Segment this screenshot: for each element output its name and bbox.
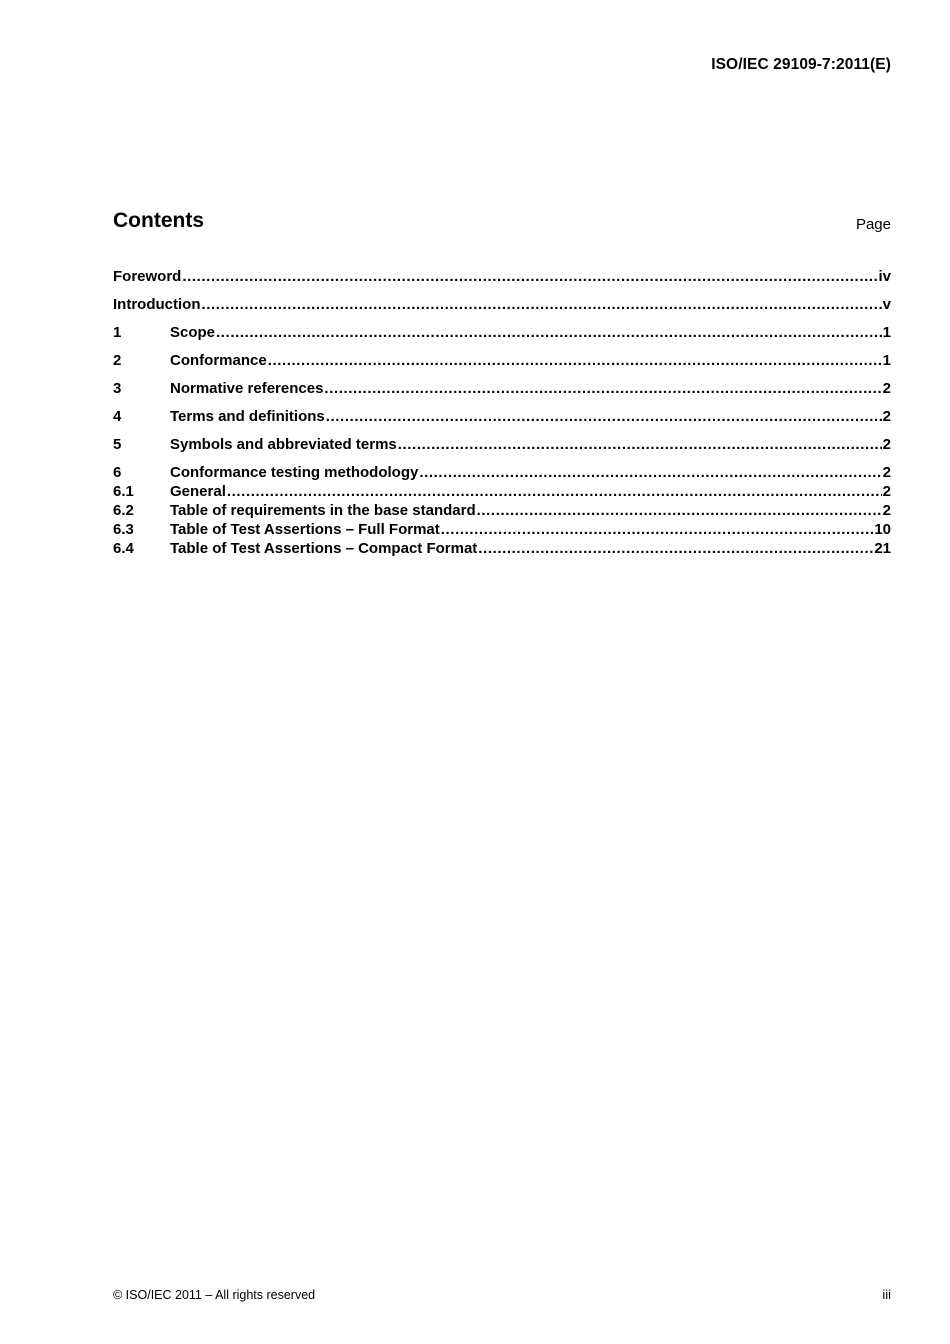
toc-entry-number: 6.4 (113, 540, 134, 557)
table-of-contents (113, 267, 891, 558)
dot-leader (324, 379, 881, 398)
toc-entry-page: 2 (882, 502, 891, 519)
toc-entry-title: Normative references (170, 380, 324, 397)
toc-entry-number: 3 (113, 380, 122, 397)
toc-entry-page: 2 (882, 436, 891, 453)
contents-heading: Contents (113, 209, 204, 232)
dot-leader (227, 482, 882, 501)
toc-entry-title: Symbols and abbreviated terms (170, 436, 397, 453)
toc-entry-number: 5 (113, 436, 122, 453)
toc-entry-title: Conformance (170, 352, 267, 369)
page-column-label: Page (855, 216, 891, 233)
toc-entry-number: 4 (113, 408, 122, 425)
toc-entry-scope[interactable] (113, 323, 891, 342)
dot-leader (268, 351, 882, 370)
toc-entry-general[interactable] (113, 482, 891, 501)
toc-entry-page: iv (878, 268, 891, 285)
toc-entry-number: 2 (113, 352, 122, 369)
toc-entry-table-of-requirements[interactable] (113, 501, 891, 520)
footer-page-number: iii (882, 1287, 891, 1302)
toc-entry-title: Table of Test Assertions – Full Format (170, 521, 440, 538)
toc-entry-number: 6 (113, 464, 122, 481)
dot-leader (398, 435, 882, 454)
toc-entry-foreword[interactable] (113, 267, 891, 286)
footer-copyright: © ISO/IEC 2011 – All rights reserved (113, 1288, 316, 1302)
toc-entry-symbols-and-abbreviated-terms[interactable] (113, 435, 891, 454)
dot-leader (419, 463, 881, 482)
toc-entry-page: 2 (882, 380, 891, 397)
dot-leader (478, 539, 873, 558)
toc-entry-title: Foreword (113, 268, 182, 285)
dot-leader (441, 520, 874, 539)
toc-entry-title: Conformance testing methodology (170, 464, 419, 481)
toc-entry-title: Table of Test Assertions – Compact Format (170, 540, 478, 557)
toc-entry-title: Scope (170, 324, 216, 341)
dot-leader (182, 267, 877, 286)
toc-entry-number: 6.1 (113, 483, 134, 500)
toc-entry-title: Introduction (113, 296, 201, 313)
toc-entry-normative-references[interactable] (113, 379, 891, 398)
toc-entry-test-assertions-compact-format[interactable] (113, 539, 891, 558)
dot-leader (201, 295, 881, 314)
toc-entry-conformance[interactable] (113, 351, 891, 370)
dot-leader (216, 323, 882, 342)
toc-entry-conformance-testing-methodology[interactable] (113, 463, 891, 482)
toc-entry-test-assertions-full-format[interactable] (113, 520, 891, 539)
toc-entry-number: 6.2 (113, 502, 134, 519)
document-id: ISO/IEC 29109-7:2011(E) (711, 56, 891, 73)
toc-entry-number: 6.3 (113, 521, 134, 538)
toc-entry-title: Table of requirements in the base standard (170, 502, 476, 519)
toc-entry-title: General (170, 483, 226, 500)
toc-entry-title: Terms and definitions (170, 408, 325, 425)
dot-leader (326, 407, 882, 426)
toc-entry-page: 21 (874, 540, 891, 557)
toc-entry-page: 2 (882, 408, 891, 425)
toc-entry-page: 1 (882, 324, 891, 341)
toc-entry-page: 2 (882, 483, 891, 500)
toc-entry-page: 2 (882, 464, 891, 481)
toc-entry-terms-and-definitions[interactable] (113, 407, 891, 426)
toc-entry-number: 1 (113, 324, 122, 341)
toc-entry-page: 10 (874, 521, 891, 538)
toc-entry-introduction[interactable] (113, 295, 891, 314)
dot-leader (477, 501, 882, 520)
toc-entry-page: 1 (882, 352, 891, 369)
toc-entry-page: v (882, 296, 891, 313)
